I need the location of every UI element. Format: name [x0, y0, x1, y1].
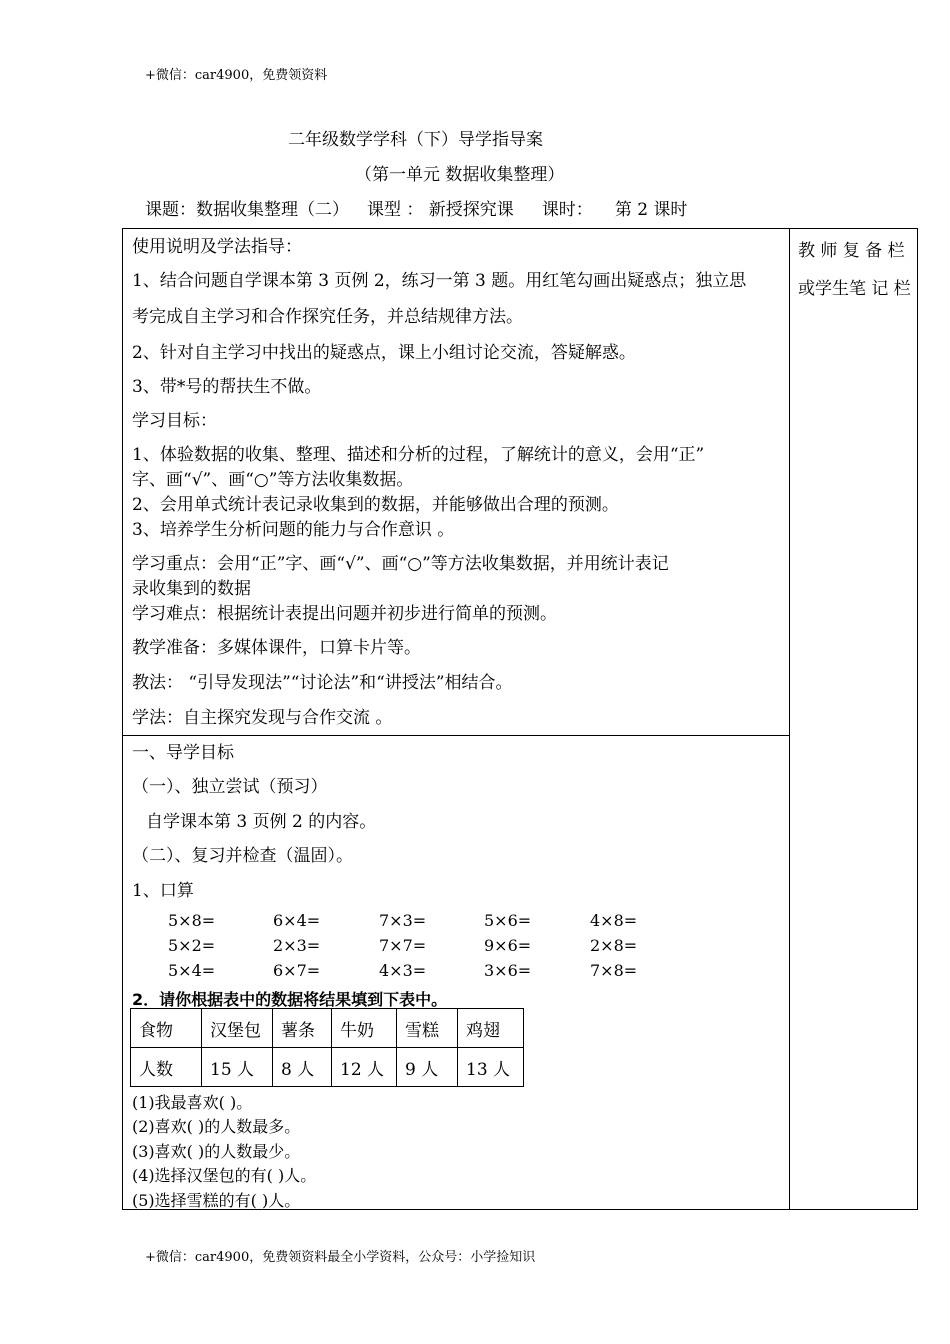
guide-line: 一、导学目标: [132, 743, 234, 763]
guide-line: （二）、复习并检查（温固）。: [132, 846, 353, 866]
table-cell: 汉堡包: [202, 1009, 273, 1048]
instruction-line: 1、体验数据的收集、整理、描述和分析的过程，了解统计的意义，会用“正”: [132, 445, 705, 465]
guide-line: （一）、独立尝试（预习）: [132, 777, 328, 797]
document-subtitle: （第一单元 数据收集整理）: [355, 165, 565, 185]
instruction-line: 1、结合问题自学课本第 3 页例 2，练习一第 3 题。用红笔勾画出疑惑点；独立思: [132, 271, 747, 291]
instruction-line: 学习重点：会用“正”字、画“√”、画“○”等方法收集数据，并用统计表记: [132, 554, 669, 574]
instruction-line: 录收集到的数据: [132, 579, 251, 599]
oral-calc-item: 2×3=: [273, 936, 321, 955]
oral-calc-item: 5×2=: [168, 936, 216, 955]
instruction-line: 学习难点：根据统计表提出问题并初步进行简单的预测。: [132, 604, 557, 624]
instruction-line: 教学准备：多媒体课件，口算卡片等。: [132, 638, 421, 658]
guide-line: 自学课本第 3 页例 2 的内容。: [146, 812, 377, 832]
fill-question: (4)选择汉堡包的有( )人。: [132, 1166, 317, 1185]
table-cell: 8 人: [273, 1048, 332, 1087]
instruction-line: 考完成自主学习和合作探究任务，并总结规律方法。: [132, 307, 523, 327]
oral-calc-item: 6×7=: [273, 961, 321, 980]
oral-calc-item: 9×6=: [484, 936, 532, 955]
oral-calc-item: 2×8=: [590, 936, 638, 955]
lesson-topic: 课题：数据收集整理（二）: [145, 200, 349, 220]
instruction-line: 3、带*号的帮扶生不做。: [132, 377, 322, 397]
table-cell: 食物: [131, 1009, 202, 1048]
table-cell: 12 人: [332, 1048, 397, 1087]
instruction-line: 学法：自主探究发现与合作交流 。: [132, 708, 393, 728]
oral-calc-item: 4×8=: [590, 911, 638, 930]
table-cell: 15 人: [202, 1048, 273, 1087]
oral-calc-item: 3×6=: [484, 961, 532, 980]
header-note: +微信：car4900，免费领资料: [145, 68, 328, 83]
instruction-line: 教法： “引导发现法”“讨论法”和“讲授法”相结合。: [132, 673, 513, 693]
oral-calc-item: 7×7=: [379, 936, 427, 955]
oral-calc-item: 7×8=: [590, 961, 638, 980]
instruction-line: 学习目标：: [132, 411, 217, 431]
instruction-line: 2、会用单式统计表记录收集到的数据，并能够做出合理的预测。: [132, 495, 619, 515]
table-cell: 薯条: [273, 1009, 332, 1048]
table-cell: 牛奶: [332, 1009, 397, 1048]
question-2-heading: 2．请你根据表中的数据将结果填到下表中。: [132, 990, 448, 1009]
guide-line: 1、口算: [132, 881, 194, 901]
oral-calc-item: 6×4=: [273, 911, 321, 930]
instruction-line: 2、针对自主学习中找出的疑惑点，课上小组讨论交流，答疑解惑。: [132, 343, 636, 363]
table-cell: 9 人: [397, 1048, 458, 1087]
footer-note: +微信：car4900，免费领资料最全小学资料，公众号：小学捡知识: [145, 1250, 536, 1265]
table-row: [131, 1048, 524, 1087]
lesson-info: [145, 195, 687, 220]
lesson-period: 第 2 课时: [614, 200, 688, 220]
column-divider: [789, 228, 790, 1210]
oral-calc-item: 5×8=: [168, 911, 216, 930]
oral-calc-item: 4×3=: [379, 961, 427, 980]
fill-question: (2)喜欢( )的人数最多。: [132, 1117, 301, 1136]
oral-calc-item: 7×3=: [379, 911, 427, 930]
instruction-line: 使用说明及学法指导：: [132, 237, 302, 257]
document-title: 二年级数学学科（下）导学指导案: [288, 130, 543, 150]
side-notes-column: 教 师 复 备 栏 或学生笔 记 栏: [798, 241, 911, 299]
oral-calc-item: 5×6=: [484, 911, 532, 930]
table-cell: 鸡翅: [458, 1009, 524, 1048]
fill-question: (5)选择雪糕的有( )人。: [132, 1191, 301, 1210]
lesson-period-label: 课时：: [541, 200, 593, 220]
fill-question: (3)喜欢( )的人数最少。: [132, 1142, 301, 1161]
oral-calc-item: 5×4=: [168, 961, 216, 980]
table-cell: 雪糕: [397, 1009, 458, 1048]
table-cell: 13 人: [458, 1048, 524, 1087]
table-row: [131, 1009, 524, 1048]
instruction-line: 3、培养学生分析问题的能力与合作意识 。: [132, 520, 455, 540]
table-cell: 人数: [131, 1048, 202, 1087]
food-table: [130, 1008, 524, 1087]
fill-question: (1)我最喜欢( )。: [132, 1093, 253, 1112]
lesson-type: 课型 ： 新授探究课: [367, 200, 514, 220]
instruction-line: 字、画“√”、画“○”等方法收集数据。: [132, 470, 414, 490]
section-divider: [122, 735, 790, 736]
